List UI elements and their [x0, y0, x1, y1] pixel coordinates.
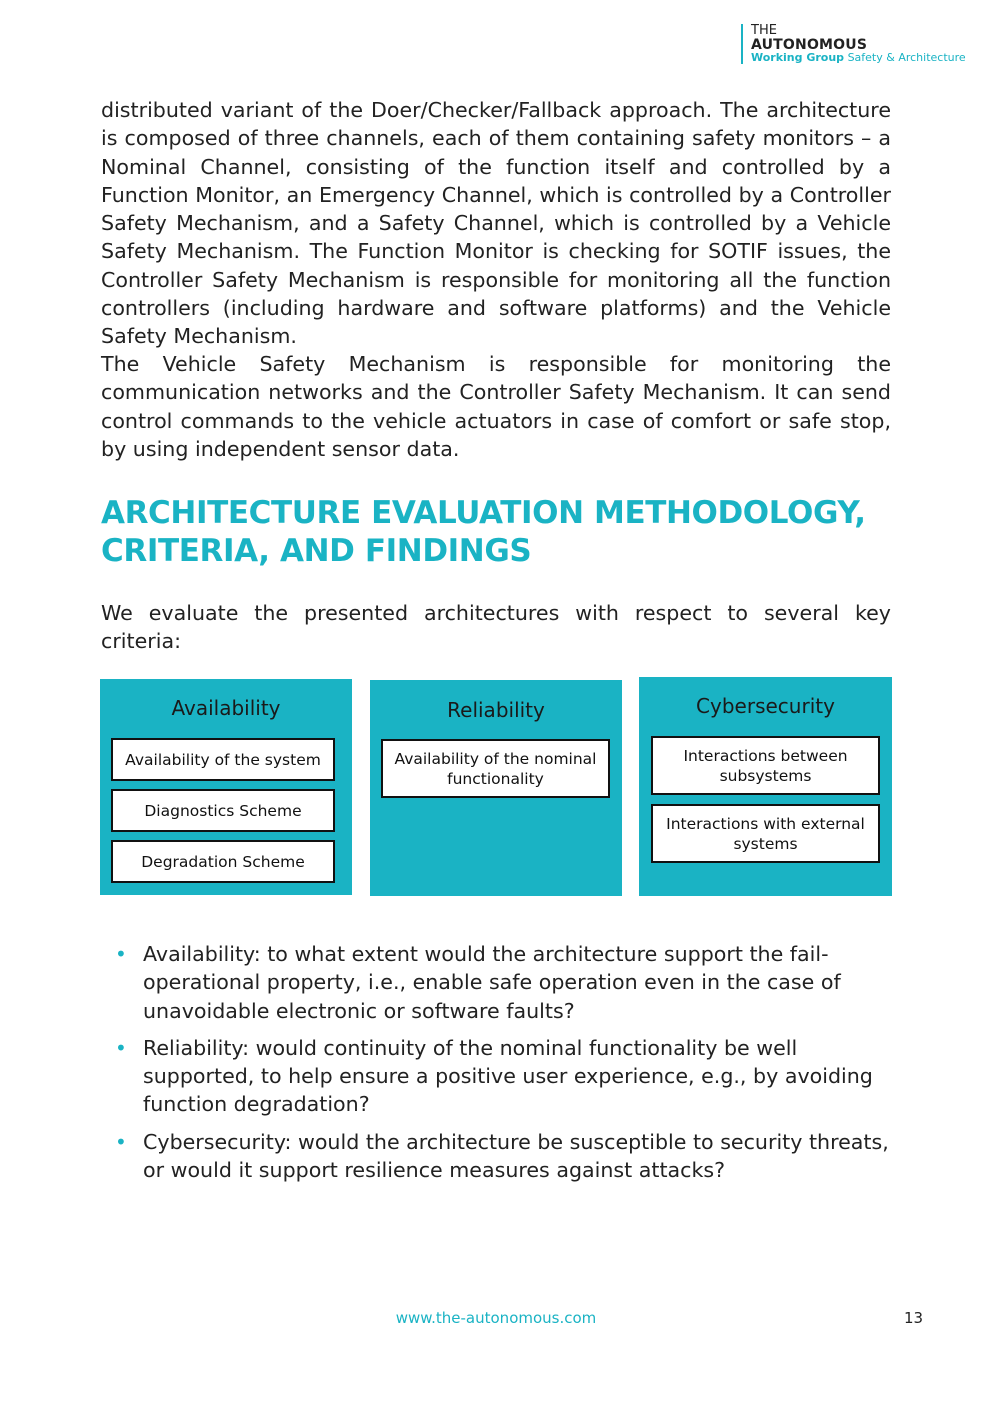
paragraph-vehicle-safety-mechanism: The Vehicle Safety Mechanism is responsible for monitoring the communication networks and the Controller Safety Mechanism. It can send control commands to the vehicle actuators in case of comfort or safe stop, by using independent sensor data.	[101, 352, 891, 461]
list-item	[115, 1128, 895, 1185]
logo-autonomous-text: AUTONOMOUS	[751, 36, 868, 53]
list-item	[115, 940, 895, 1025]
criterion-box: Diagnostics Scheme	[111, 789, 335, 832]
logo-working-group: Working Group	[751, 51, 845, 65]
criterion-box: Availability of the system	[111, 738, 335, 781]
footer-website-link[interactable]: www.the-autonomous.com	[395, 1309, 597, 1327]
criterion-box: Availability of the nominal functionality	[381, 739, 610, 798]
bullet-icon: •	[115, 942, 127, 966]
criteria-panel-availability	[100, 679, 352, 895]
criterion-box: Degradation Scheme	[111, 840, 335, 883]
bullet-text: Cybersecurity: would the architecture be susceptible to security threats, or would it support resilience measures against attacks?	[143, 1129, 889, 1183]
criteria-bullet-list	[115, 940, 895, 1193]
panel-title: Cybersecurity	[696, 694, 835, 718]
criteria-panel-reliability	[370, 680, 622, 896]
bullet-text: Reliability: would continuity of the nominal functionality be well supported, to help ensure a positive user experience, e.g., by avoiding function degradation?	[143, 1035, 873, 1117]
page-number: 13	[904, 1309, 924, 1327]
logo-the-text: THE	[751, 23, 777, 38]
list-item	[115, 1034, 895, 1119]
section-heading	[101, 494, 921, 570]
criteria-panel-cybersecurity	[639, 677, 892, 896]
section-intro: We evaluate the presented architectures with respect to several key criteria:	[101, 601, 891, 654]
criterion-box: Interactions between subsystems	[651, 736, 880, 795]
panel-title: Availability	[171, 696, 281, 720]
bullet-icon: •	[115, 1129, 127, 1154]
logo-topic: Safety & Architecture	[847, 51, 966, 65]
section-heading-line2: CRITERIA, AND FINDINGS	[101, 533, 532, 569]
section-heading-line1: ARCHITECTURE EVALUATION METHODOLOGY,	[101, 495, 866, 531]
logo-subtitle	[751, 52, 966, 64]
panel-title: Reliability	[447, 698, 545, 722]
bullet-text: Availability: to what extent would the architecture support the fail-operational property, i.e., enable safe operation even in the case of unavoidable electronic or software faults?	[143, 942, 841, 1023]
criterion-box: Interactions with external systems	[651, 804, 880, 863]
paragraph-architecture-channels: distributed variant of the Doer/Checker/Fallback approach. The architecture is composed of three channels, each of them containing safety monitors – a Nominal Channel, consisting of the function itself and controlled by a Function Monitor, an Emergency Channel, which is controlled by a Controller Safety Mechanism, and a Safety Channel, which is controlled by a Vehicle Safety Mechanism. The Function Monitor is checking for SOTIF issues, the Controller Safety Mechanism is responsible for monitoring all the function controllers (including hardware and software platforms) and the Vehicle Safety Mechanism.	[101, 98, 891, 349]
bullet-icon: •	[115, 1035, 127, 1060]
brand-logo	[741, 24, 966, 64]
